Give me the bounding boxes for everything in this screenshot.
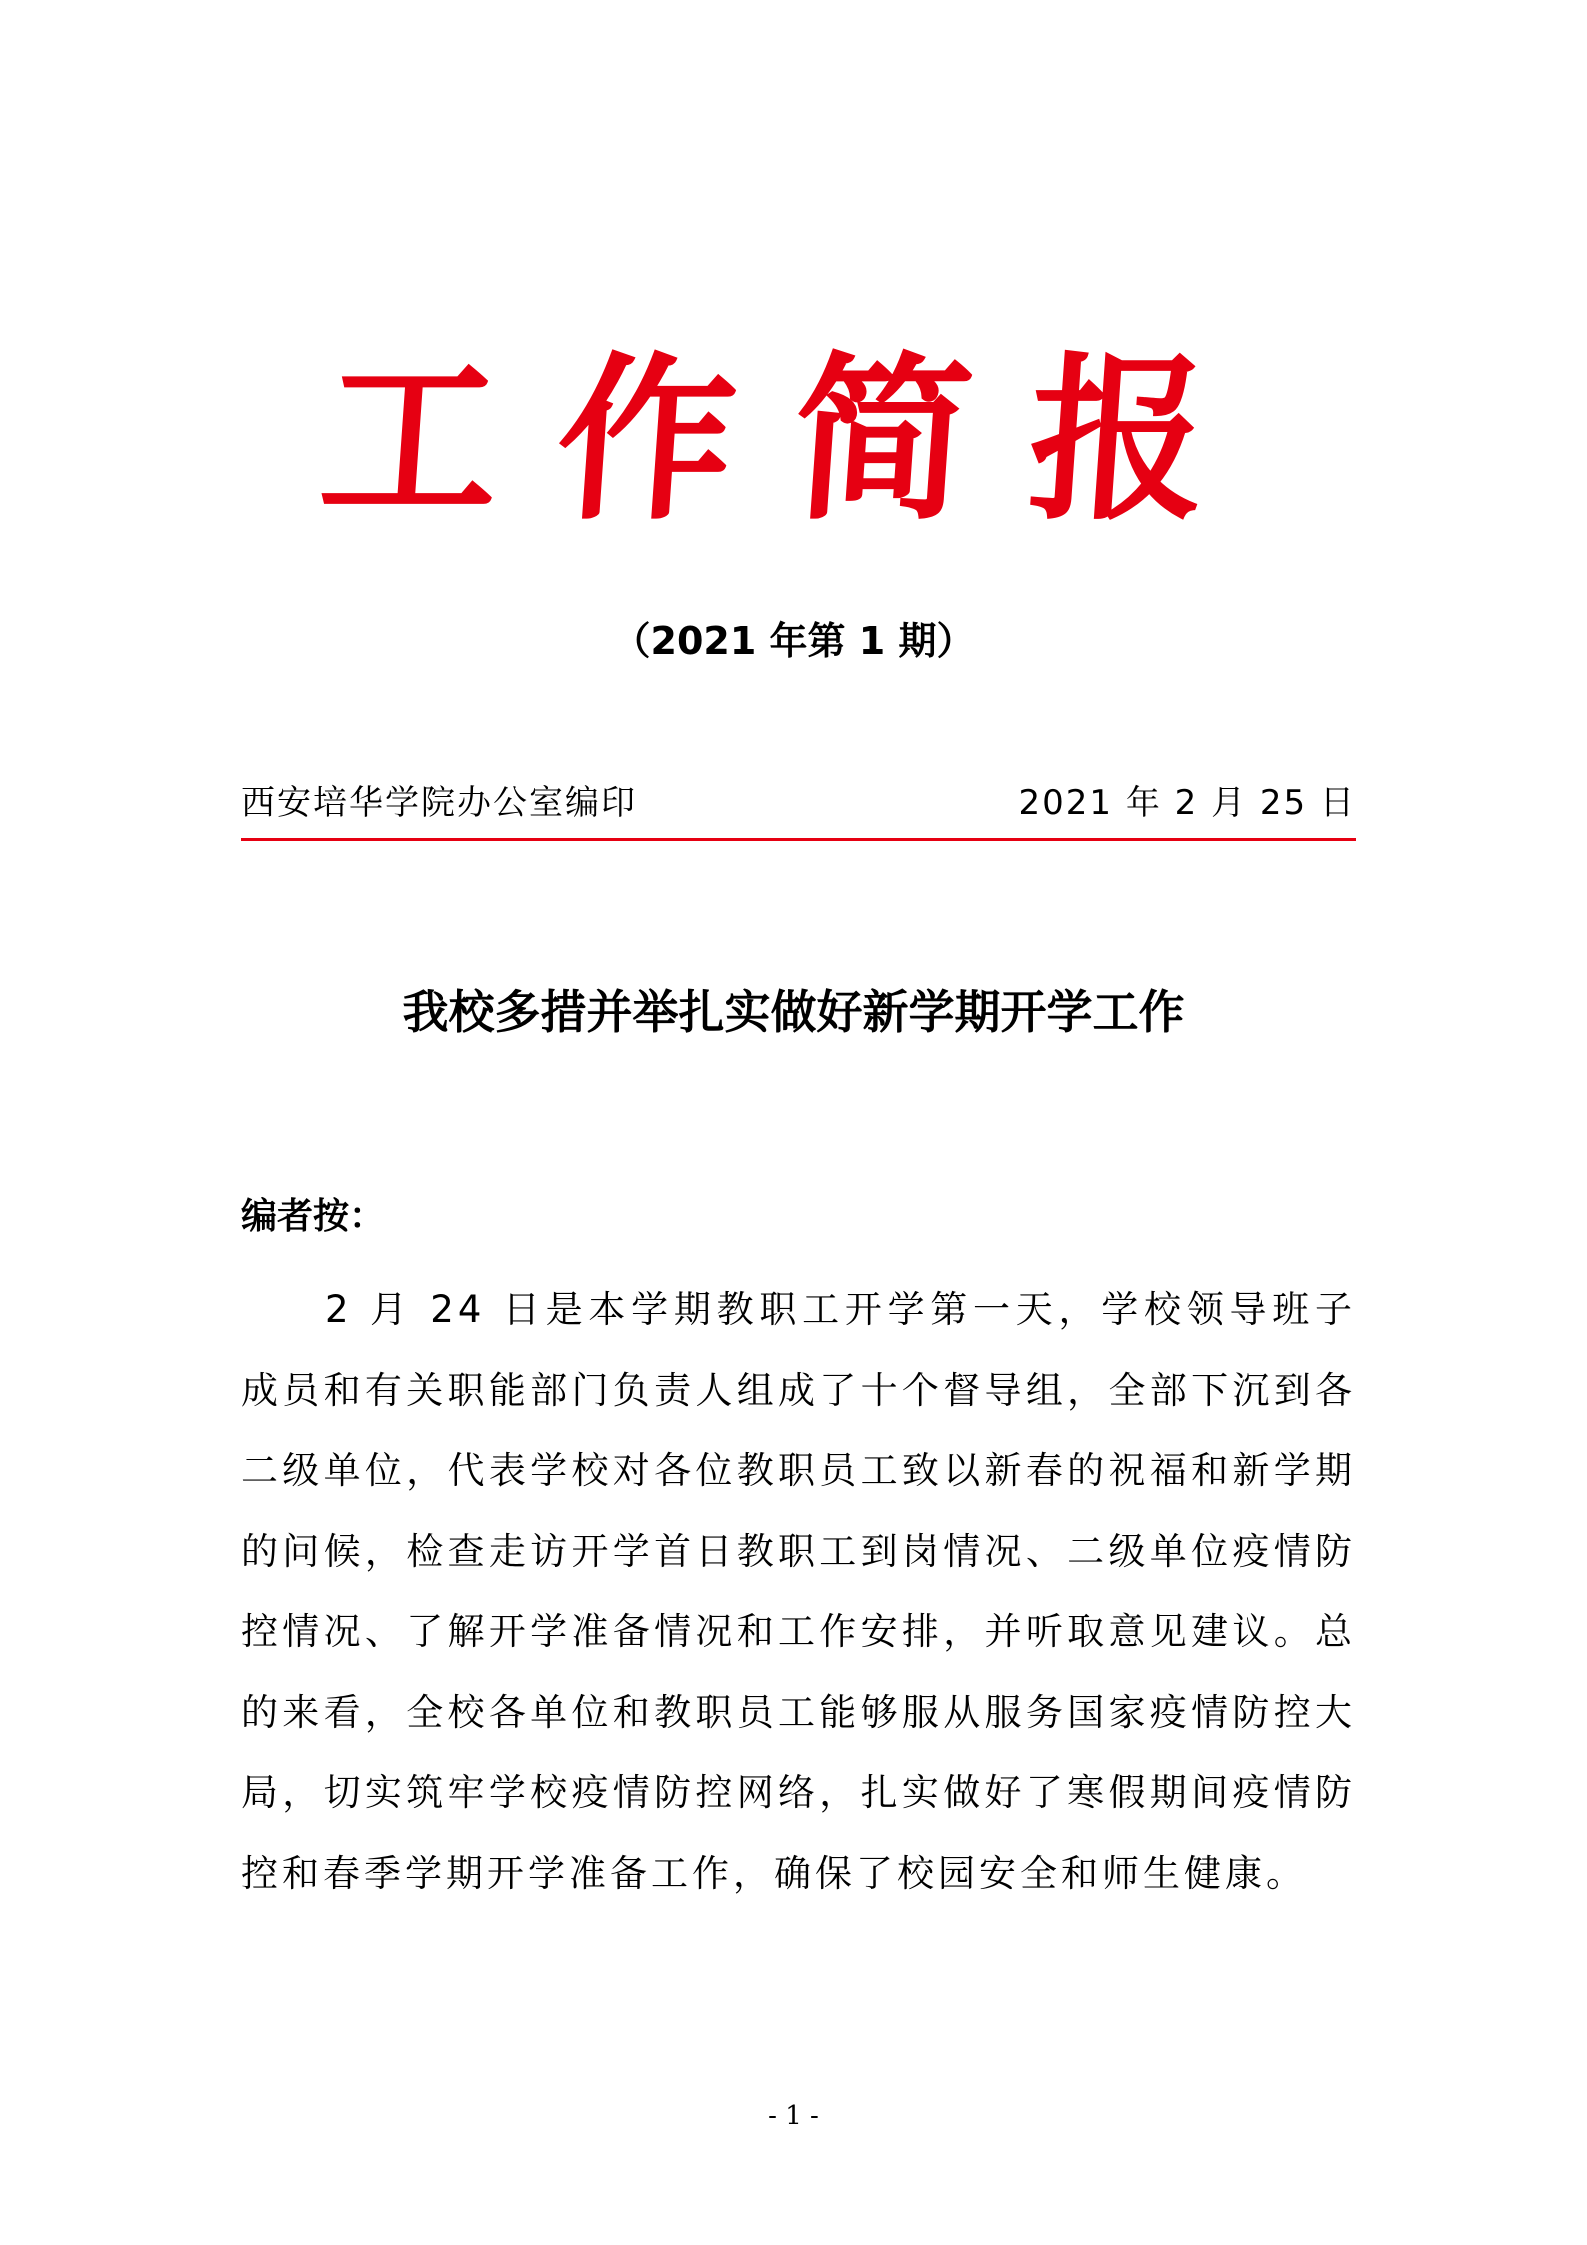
header-divider — [241, 838, 1356, 841]
masthead-title: 工作简报 — [314, 335, 1273, 544]
editor-note-label: 编者按： — [241, 1196, 386, 1237]
editor-note-body: 2 月 24 日是本学期教职工开学第一天，学校领导班子成员和有关职能部门负责人组成了十个督导组，全部下沉到各二级单位，代表学校对各位教职员工致以新春的祝福和新学期的问候，检查走访开学首日教职工到岗情况、二级单位疫情防控情况、了解开学准备情况和工作安排，并听取意见建议。总的来看，全校各单位和教职员工能够服从服务国家疫情防控大局，切实筑牢学校疫情防控网络，扎实做好了寒假期间疫情防控和春季学期开学准备工作，确保了校园安全和师生健康。 — [241, 1288, 1356, 1895]
publisher-label: 西安培华学院办公室编印 — [241, 783, 637, 823]
page-number: - 1 - — [768, 2101, 819, 2131]
article-headline: 我校多措并举扎实做好新学期开学工作 — [402, 985, 1185, 1039]
publication-date: 2021 年 2 月 25 日 — [1018, 783, 1356, 823]
issue-number: （2021 年第 1 期） — [612, 619, 975, 663]
publication-meta — [241, 778, 1356, 828]
